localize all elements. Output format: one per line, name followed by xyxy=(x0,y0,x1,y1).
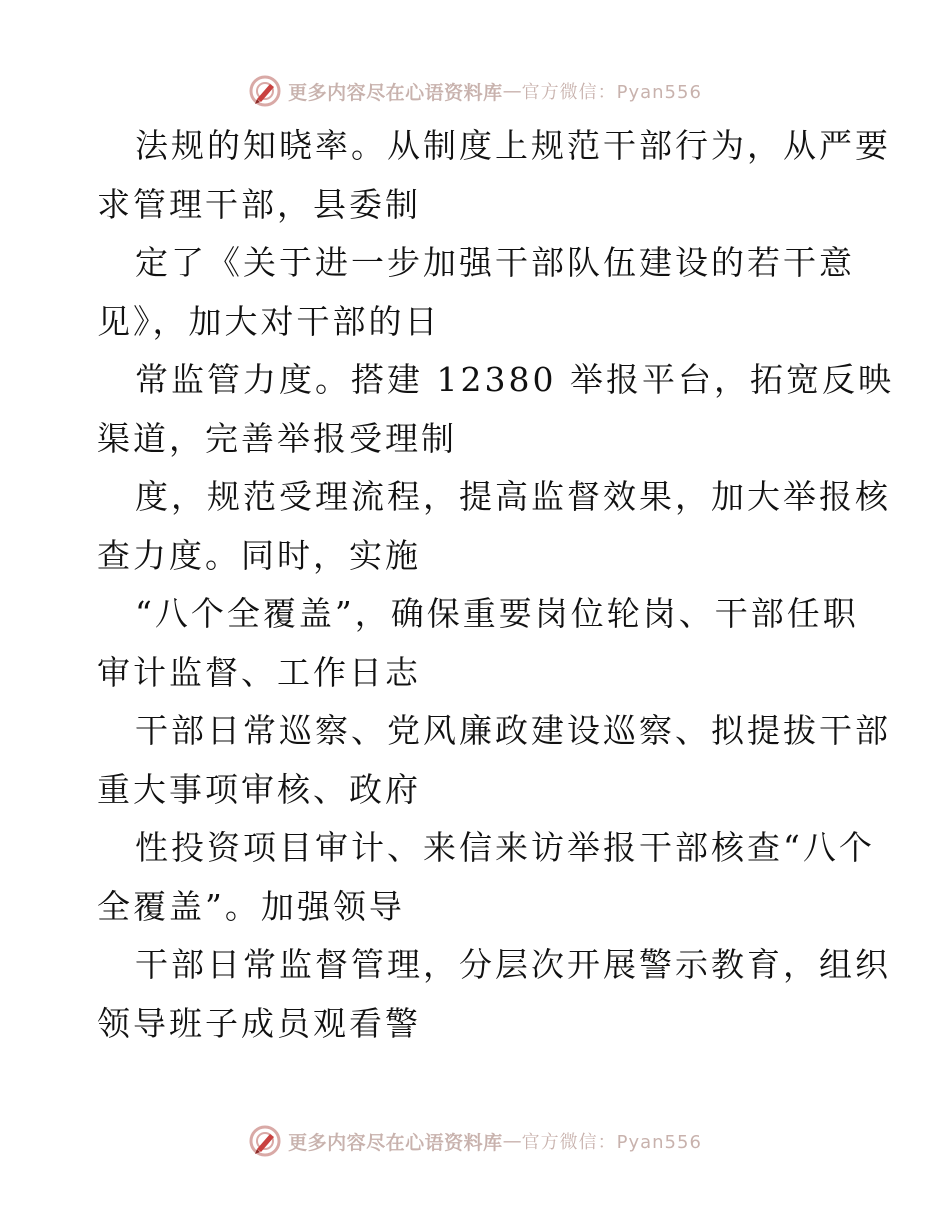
text-line: 定了《关于进一步加强干部队伍建设的若干意 xyxy=(135,243,855,282)
document-body xyxy=(97,117,894,1053)
footer-watermark xyxy=(0,1121,950,1161)
watermark-dash: — xyxy=(502,1130,522,1152)
text-line: 性投资项目审计、来信来访举报干部核查“八个 xyxy=(135,828,875,867)
text-line: 度，规范受理流程，提高监督效果，加大举报核 xyxy=(135,477,891,516)
text-line: 干部日常监督管理，分层次开展警示教育，组织 xyxy=(135,945,891,984)
watermark-dash: — xyxy=(502,80,522,102)
watermark-brand: 更多内容尽在心语资料库 xyxy=(288,81,503,104)
header-watermark xyxy=(0,71,950,111)
text-line: 渠道，完善举报受理制 xyxy=(97,418,457,458)
text-line: 常监管力度。搭建 12380 举报平台，拓宽反映 xyxy=(135,360,894,399)
pen-logo-icon xyxy=(248,74,282,108)
watermark-brand: 更多内容尽在心语资料库 xyxy=(288,1131,503,1154)
text-line: 查力度。同时，实施 xyxy=(97,535,421,575)
text-line: 全覆盖”。加强领导 xyxy=(97,886,405,926)
text-line: 干部日常巡察、党风廉政建设巡察、拟提拔干部 xyxy=(135,711,891,750)
text-line: 法规的知晓率。从制度上规范干部行为，从严要 xyxy=(135,126,891,165)
text-line: 审计监督、工作日志 xyxy=(97,652,421,692)
pen-logo-icon xyxy=(248,1124,282,1158)
watermark-contact: 官方微信：Pyan556 xyxy=(521,82,702,103)
text-line: 见》，加大对干部的日 xyxy=(97,301,441,341)
text-line: 求管理干部，县委制 xyxy=(97,184,421,224)
text-line: 重大事项审核、政府 xyxy=(97,769,421,809)
text-line: “八个全覆盖”，确保重要岗位轮岗、干部任职 xyxy=(135,594,859,633)
watermark-contact: 官方微信：Pyan556 xyxy=(521,1132,702,1153)
text-line: 领导班子成员观看警 xyxy=(97,1003,421,1043)
